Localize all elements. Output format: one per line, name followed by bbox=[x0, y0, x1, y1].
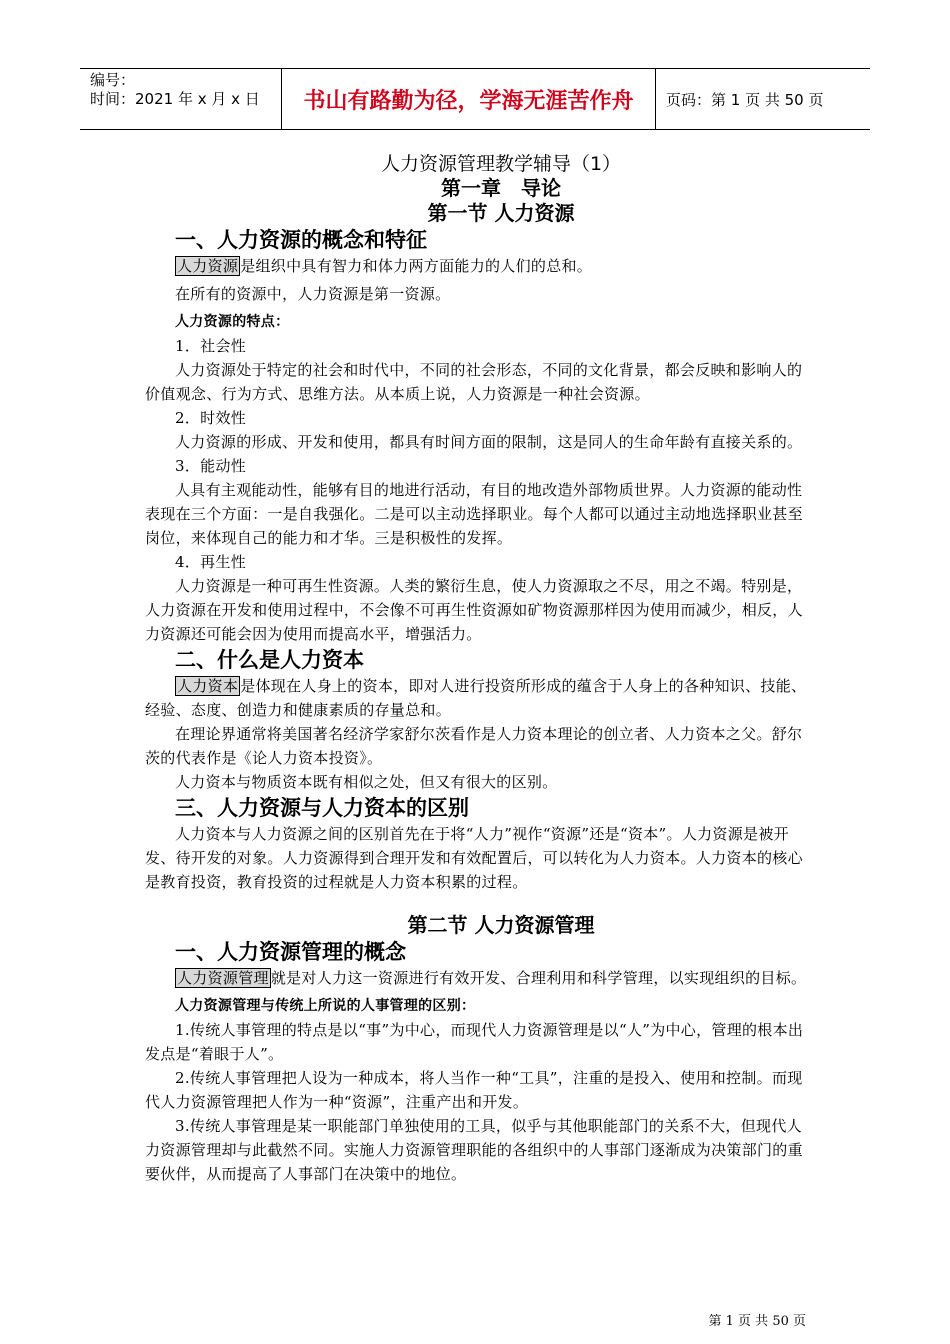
paragraph: 人力资本与物质资本既有相似之处，但又有很大的区别。 bbox=[175, 773, 558, 791]
paragraph: 在理论界通常将美国著名经济学家舒尔茨看作是人力资本理论的创立者、人力资本之父。舒尔茨的代表作是《论人力资本投资》。 bbox=[145, 725, 803, 767]
page-footer: 第 1 页 共 50 页 bbox=[708, 1314, 806, 1329]
term-highlight: 人力资源管理 bbox=[177, 969, 269, 987]
paragraph: 人力资本与人力资源之间的区别首先在于将“人力”视作“资源”还是“资本”。人力资源是被开发、待开发的对象。人力资源得到合理开发和有效配置后，可以转化为人力资本。人力资本的核心是教育投资，教育投资的过程就是人力资本积累的过程。 bbox=[145, 825, 803, 891]
feature-title: 4．再生性 bbox=[175, 553, 247, 571]
feature-title: 2．时效性 bbox=[175, 409, 247, 427]
paragraph-definition bbox=[145, 966, 817, 990]
paragraph-definition bbox=[145, 674, 817, 722]
header-info-cell bbox=[80, 69, 282, 129]
feature-text: 人具有主观能动性，能够有目的地进行活动，有目的地改造外部物质世界。人力资源的能动性表现在三个方面：一是自我强化。二是可以主动选择职业。每个人都可以通过主动地选择职业甚至岗位，来体现自己的能力和才华。三是积极性的发挥。 bbox=[145, 481, 803, 547]
section-title-1: 第一节 人力资源 bbox=[427, 201, 575, 225]
feature-title: 3．能动性 bbox=[175, 457, 247, 475]
feature-title: 1．社会性 bbox=[175, 337, 247, 355]
heading-3: 三、人力资源与人力资本的区别 bbox=[175, 796, 469, 820]
term-highlight: 人力资本 bbox=[177, 677, 239, 695]
feature-text: 人力资源处于特定的社会和时代中，不同的社会形态，不同的文化背景，都会反映和影响人的价值观念、行为方式、思维方法。从本质上说，人力资源是一种社会资源。 bbox=[145, 361, 803, 403]
time-label: 时间：2021 年 x 月 x 日 bbox=[90, 90, 260, 108]
features-label: 人力资源的特点： bbox=[175, 314, 290, 330]
paragraph-text: 就是对人力这一资源进行有效开发、合理利用和科学管理，以实现组织的目标。 bbox=[270, 969, 807, 987]
heading-1: 一、人力资源的概念和特征 bbox=[175, 228, 427, 252]
feature-text: 人力资源的形成、开发和使用，都具有时间方面的限制，这是同人的生命年龄有直接关系的。 bbox=[175, 433, 803, 451]
paragraph-text: 是体现在人身上的资本，即对人进行投资所形成的蕴含于人身上的各种知识、技能、经验、态度、创造力和健康素质的存量总和。 bbox=[145, 677, 807, 719]
document-body bbox=[145, 152, 817, 1186]
header-page-label: 页码：第 1 页 共 50 页 bbox=[666, 90, 824, 109]
page-header bbox=[80, 68, 870, 130]
paragraph-definition bbox=[145, 254, 817, 278]
heading-2: 二、什么是人力资本 bbox=[175, 648, 364, 672]
section-title-2: 第二节 人力资源管理 bbox=[407, 913, 595, 937]
header-motto: 书山有路勤为径，学海无涯苦作舟 bbox=[282, 69, 656, 129]
heading-4: 一、人力资源管理的概念 bbox=[175, 940, 406, 964]
paragraph-text: 是组织中具有智力和体力两方面能力的人们的总和。 bbox=[240, 257, 593, 275]
difference-item: 1.传统人事管理的特点是以“事”为中心，而现代人力资源管理是以“人”为中心，管理的根本出发点是“着眼于人”。 bbox=[145, 1021, 804, 1063]
spacer bbox=[145, 894, 817, 912]
document-title: 人力资源管理教学辅导（1） bbox=[380, 153, 622, 175]
difference-label: 人力资源管理与传统上所说的人事管理的区别： bbox=[175, 998, 476, 1014]
chapter-title: 第一章 导论 bbox=[441, 176, 561, 200]
term-highlight: 人力资源 bbox=[177, 257, 239, 275]
feature-text: 人力资源是一种可再生性资源。人类的繁衍生息，使人力资源取之不尽，用之不竭。特别是，人力资源在开发和使用过程中，不会像不可再生性资源如矿物资源那样因为使用而减少，相反，人力资源还可能会因为使用而提高水平，增强活力。 bbox=[145, 577, 803, 643]
difference-item: 2.传统人事管理把人设为一种成本，将人当作一种“工具”，注重的是投入、使用和控制。而现代人力资源管理把人作为一种“资源”，注重产出和开发。 bbox=[145, 1069, 803, 1111]
paragraph: 在所有的资源中，人力资源是第一资源。 bbox=[175, 285, 451, 303]
number-label: 编号： bbox=[90, 71, 136, 89]
difference-item: 3.传统人事管理是某一职能部门单独使用的工具，似乎与其他职能部门的关系不大，但现代人力资源管理却与此截然不同。实施人力资源管理职能的各组织中的人事部门逐渐成为决策部门的重要伙伴，从而提高了人事部门在决策中的地位。 bbox=[145, 1117, 803, 1183]
